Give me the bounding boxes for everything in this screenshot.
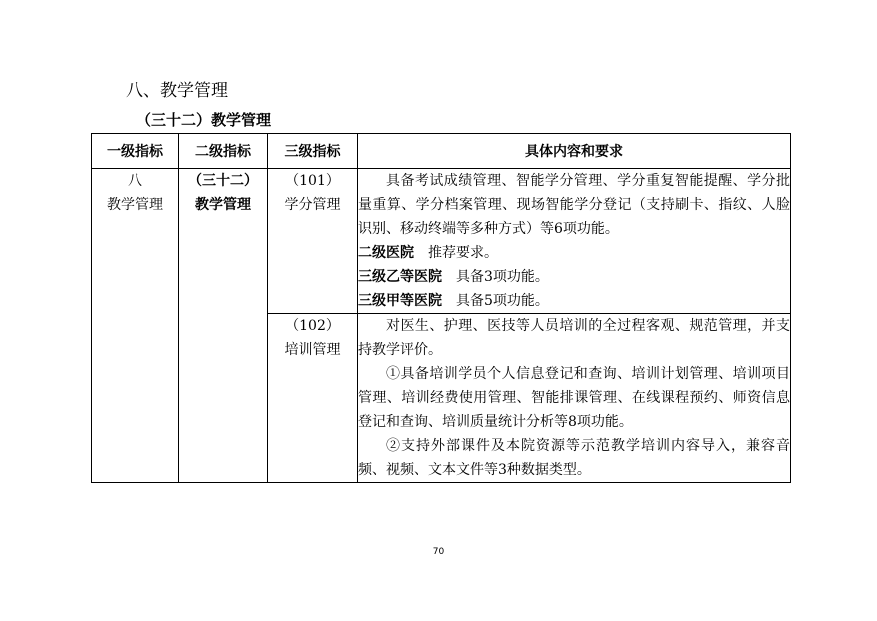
content-paragraph: ①具备培训学员个人信息登记和查询、培训计划管理、培训项目管理、培训经费使用管理、智能排课管理、在线课程预约、师资信息登记和查询、培训质量统计分析等8项功能。 (358, 366, 790, 430)
content-paragraph: ②支持外部课件及本院资源等示范教学培训内容导入，兼容音频、视频、文本文件等3种数据类型。 (358, 438, 790, 478)
indicator-table (91, 133, 791, 483)
level3-code: （101） (285, 173, 340, 189)
tier-requirement (358, 289, 790, 313)
content-paragraph: 对医生、护理、医技等人员培训的全过程客观、规范管理，并支持教学评价。 (358, 318, 790, 358)
level3-cell (268, 169, 358, 314)
level2-name: 教学管理 (195, 197, 251, 213)
level3-name: 学分管理 (284, 197, 341, 213)
table-row (92, 169, 791, 314)
content-paragraph: 具备考试成绩管理、智能学分管理、学分重复智能提醒、学分批量重算、学分档案管理、现场智能学分登记（支持刷卡、指纹、人脸识别、移动终端等多种方式）等6项功能。 (358, 173, 790, 237)
level1-name: 教学管理 (107, 197, 163, 213)
content-cell (358, 314, 791, 483)
level1-cell (92, 169, 179, 483)
level2-number: （三十二） (188, 173, 258, 189)
level3-name: 培训管理 (284, 342, 341, 358)
tier-text: 具备5项功能。 (456, 293, 549, 309)
section-title: 八、教学管理 (126, 81, 228, 101)
level3-code: （102） (285, 318, 340, 334)
header-level1: 一级指标 (92, 134, 179, 169)
tier-requirement (358, 241, 790, 265)
level2-cell (179, 169, 268, 483)
header-level2: 二级指标 (179, 134, 268, 169)
tier-text: 推荐要求。 (428, 245, 498, 261)
tier-label: 二级医院 (358, 245, 414, 261)
level1-number: 八 (128, 173, 142, 189)
tier-requirement (358, 265, 790, 289)
header-content: 具体内容和要求 (358, 134, 791, 169)
page-number: 70 (432, 547, 445, 557)
tier-label: 三级乙等医院 (358, 269, 442, 285)
subsection-title: （三十二）教学管理 (136, 111, 272, 129)
tier-text: 具备3项功能。 (456, 269, 549, 285)
content-cell (358, 169, 791, 314)
level3-cell (268, 314, 358, 483)
header-level3: 三级指标 (268, 134, 358, 169)
table-header-row (92, 134, 791, 169)
tier-label: 三级甲等医院 (358, 293, 442, 309)
